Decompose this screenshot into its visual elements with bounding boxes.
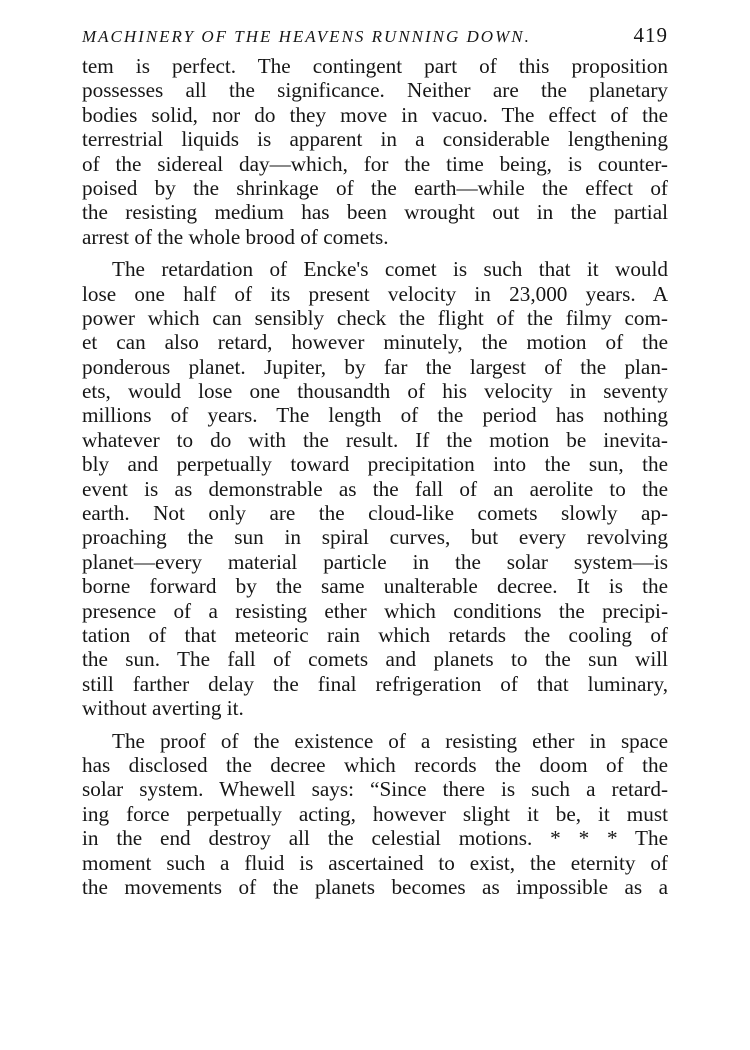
text-line: ets, would lose one thousandth of his velocity in seventy [82, 379, 668, 404]
text-line: The retardation of Encke's comet is such that it would [112, 257, 668, 282]
text-line: presence of a resisting ether which conditions the precipi- [82, 598, 668, 623]
text-line: bly and perpetually toward precipitation into the sun, the [82, 452, 668, 477]
text-line: ing force perpetually acting, however slight it be, it must [82, 801, 668, 826]
text-line: bodies solid, nor do they move in vacuo. The effect of the [82, 102, 668, 127]
body-text [82, 54, 668, 899]
paragraph [82, 54, 668, 249]
text-line: still farther delay the final refrigeration of that luminary, [82, 671, 668, 696]
text-line: whatever to do with the result. If the motion be inevita- [82, 427, 668, 452]
text-line: et can also retard, however minutely, the motion of the [82, 330, 668, 355]
text-line: the resisting medium has been wrought out in the partial [82, 200, 668, 225]
text-line: borne forward by the same unalterable decree. It is the [82, 574, 668, 599]
text-line: terrestrial liquids is apparent in a considerable lengthening [82, 127, 668, 152]
text-line: has disclosed the decree which records the doom of the [82, 752, 668, 777]
paragraph [82, 257, 668, 720]
text-line: event is as demonstrable as the fall of an aerolite to the [82, 476, 668, 501]
text-line: proaching the sun in spiral curves, but every revolving [82, 525, 668, 550]
text-line: moment such a fluid is ascertained to exist, the eternity of [82, 850, 668, 875]
text-line: millions of years. The length of the period has nothing [82, 403, 668, 428]
running-title: MACHINERY OF THE HEAVENS RUNNING DOWN. [82, 27, 531, 46]
text-line: of the sidereal day—which, for the time being, is counter- [82, 151, 668, 176]
text-line: solar system. Whewell says: “Since there is such a retard- [82, 777, 668, 802]
text-line: without averting it. [82, 696, 244, 721]
running-head [82, 18, 668, 52]
text-line: poised by the shrinkage of the earth—while the effect of [82, 175, 668, 200]
text-line: the sun. The fall of comets and planets to the sun will [82, 647, 668, 672]
text-line: in the end destroy all the celestial motions. * * * The [82, 826, 668, 851]
text-line: lose one half of its present velocity in 23,000 years. A [82, 281, 668, 306]
text-line: The proof of the existence of a resisting ether in space [112, 728, 668, 753]
text-line: ponderous planet. Jupiter, by far the largest of the plan- [82, 354, 668, 379]
page-number: 419 [633, 23, 668, 47]
text-line: earth. Not only are the cloud-like comets slowly ap- [82, 501, 668, 526]
text-line: arrest of the whole brood of comets. [82, 224, 389, 249]
text-line: tation of that meteoric rain which retards the cooling of [82, 622, 668, 647]
text-line: planet—every material particle in the solar system—is [82, 549, 668, 574]
paragraph [82, 729, 668, 900]
book-page [82, 18, 668, 907]
text-line: the movements of the planets becomes as impossible as a [82, 874, 668, 899]
text-line: tem is perfect. The contingent part of this proposition [82, 54, 668, 78]
text-line: power which can sensibly check the flight of the filmy com- [82, 305, 668, 330]
text-line: possesses all the significance. Neither are the planetary [82, 78, 668, 103]
